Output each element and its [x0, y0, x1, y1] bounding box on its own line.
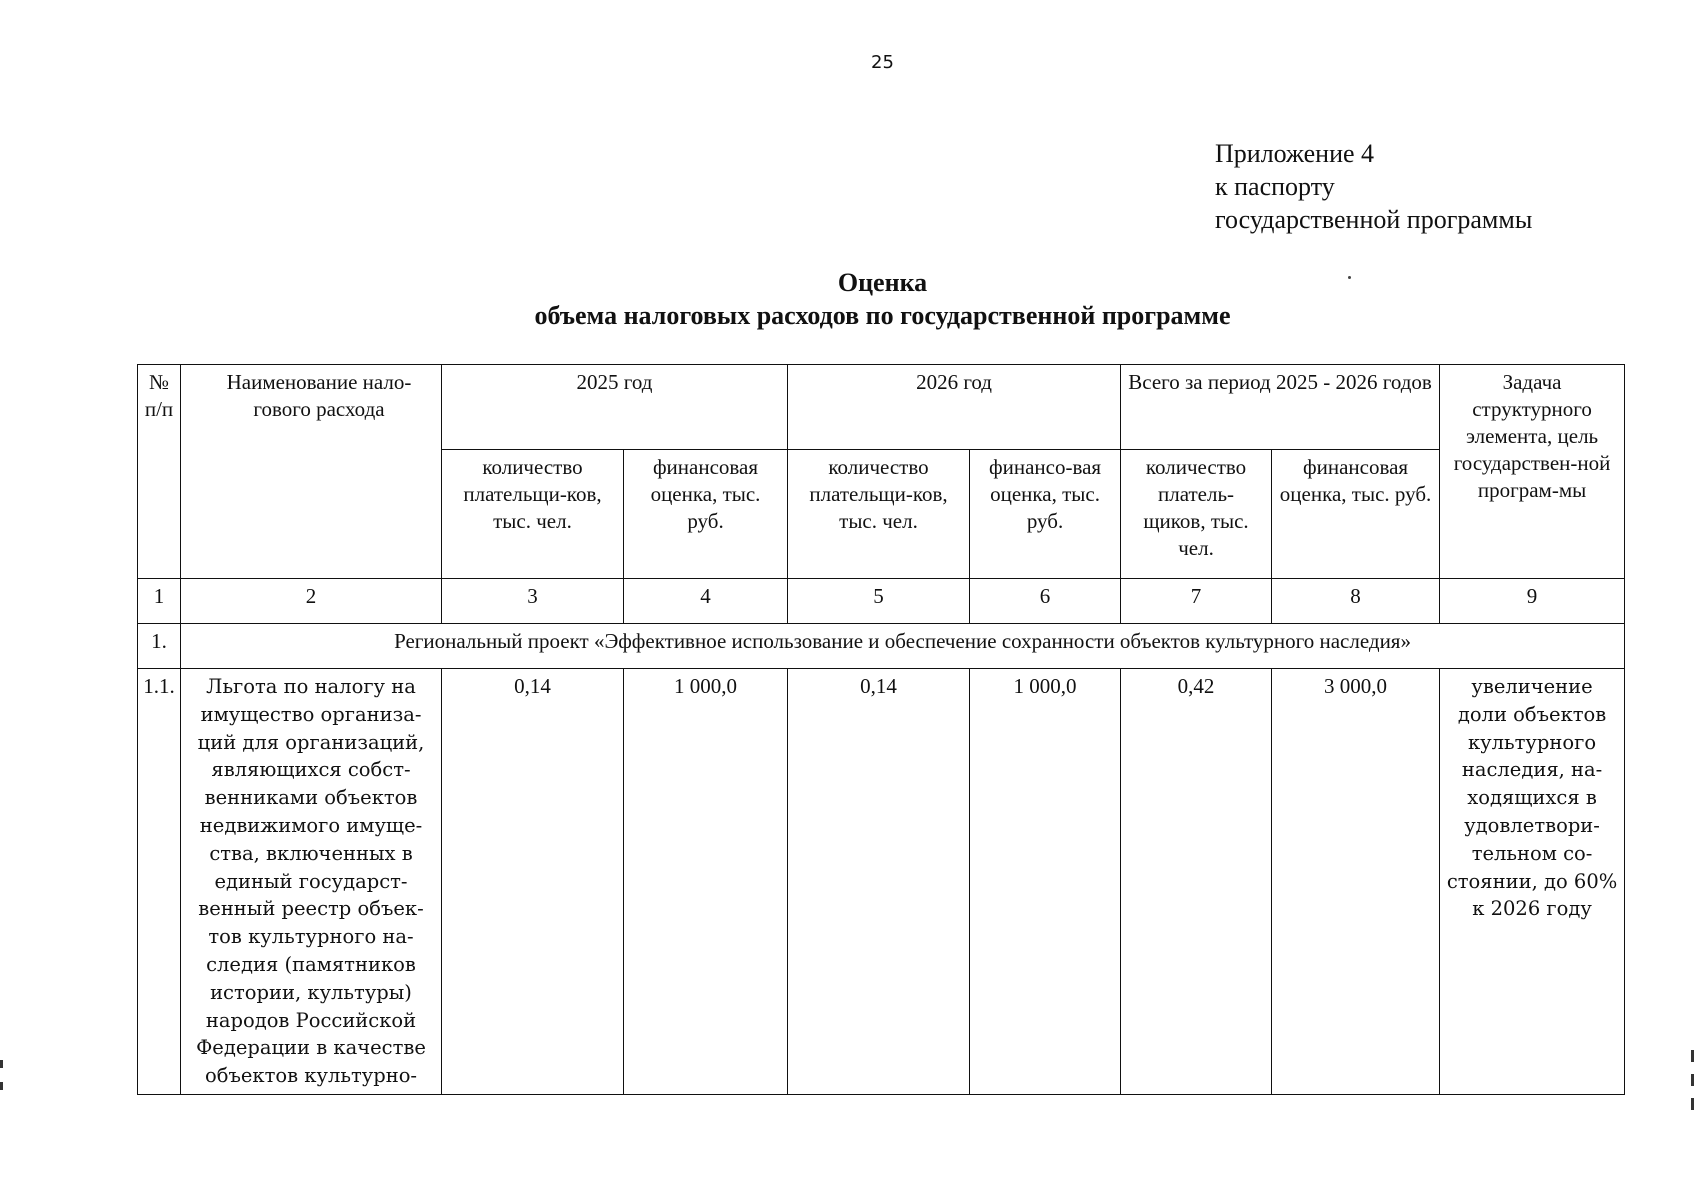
column-number-row — [138, 579, 1625, 624]
appendix-line-3: государственной программы — [1215, 205, 1533, 234]
scan-edge-mark — [0, 1082, 3, 1090]
header-name: Наименование нало-гового расхода — [181, 365, 442, 579]
header-payers-2025: количество плательщи-ков, тыс. чел. — [442, 450, 624, 579]
scan-speck — [1348, 276, 1351, 279]
header-fin-total: финансовая оценка, тыс. руб. — [1272, 450, 1440, 579]
column-number: 7 — [1121, 579, 1272, 624]
section-title: Региональный проект «Эффективное использование и обеспечение сохранности объектов культурного наследия» — [181, 624, 1625, 669]
title-line-1: Оценка — [837, 268, 928, 297]
appendix-note — [1215, 137, 1532, 236]
title-line-2: объема налоговых расходов по государственной программе — [534, 301, 1231, 330]
column-number: 6 — [970, 579, 1121, 624]
page-number: 25 — [871, 52, 894, 73]
header-year-2025: 2025 год — [442, 365, 788, 450]
column-number: 9 — [1440, 579, 1625, 624]
tax-expenditure-table — [137, 364, 1625, 1095]
row-fin-2026: 1 000,0 — [970, 669, 1121, 1095]
column-number: 5 — [788, 579, 970, 624]
column-number: 3 — [442, 579, 624, 624]
scan-edge-mark — [1691, 1098, 1694, 1110]
column-number: 1 — [138, 579, 181, 624]
header-total-period: Всего за период 2025 - 2026 годов — [1121, 365, 1440, 450]
header-row-top — [138, 365, 1625, 450]
scan-edge-mark — [0, 1060, 3, 1068]
section-row — [138, 624, 1625, 669]
row-payers-2025: 0,14 — [442, 669, 624, 1095]
table-row — [138, 669, 1625, 1095]
row-name: Льгота по налогу на имущество организа-ций для организаций, являющихся собст-венниками объектов недвижимого имуще-ства, включенных в единый государст-венный реестр объек-тов культурного на-следия (памятников истории, культуры) народов Российской Федерации в качестве объектов культурно- — [181, 669, 442, 1095]
column-number: 2 — [181, 579, 442, 624]
row-task: увеличение доли объектов культурного наследия, на-ходящихся в удовлетвори-тельном со-стоянии, до 60% к 2026 году — [1440, 669, 1625, 1095]
column-number: 4 — [624, 579, 788, 624]
column-number: 8 — [1272, 579, 1440, 624]
row-fin-2025: 1 000,0 — [624, 669, 788, 1095]
scan-edge-mark — [1691, 1050, 1694, 1062]
row-payers-2026: 0,14 — [788, 669, 970, 1095]
header-num: № п/п — [138, 365, 181, 579]
header-fin-2026: финансо-вая оценка, тыс. руб. — [970, 450, 1121, 579]
scan-edge-mark — [1691, 1074, 1694, 1086]
header-payers-total: количество платель-щиков, тыс. чел. — [1121, 450, 1272, 579]
row-fin-total: 3 000,0 — [1272, 669, 1440, 1095]
header-year-2026: 2026 год — [788, 365, 1121, 450]
appendix-line-2: к паспорту — [1215, 172, 1335, 201]
header-payers-2026: количество плательщи-ков, тыс. чел. — [788, 450, 970, 579]
appendix-line-1: Приложение 4 — [1215, 139, 1375, 168]
row-num: 1.1. — [138, 669, 181, 1095]
row-payers-total: 0,42 — [1121, 669, 1272, 1095]
header-fin-2025: финансовая оценка, тыс. руб. — [624, 450, 788, 579]
header-task: Задача структурного элемента, цель государствен-ной програм-мы — [1440, 365, 1625, 579]
section-num: 1. — [138, 624, 181, 669]
document-title — [0, 266, 1697, 332]
